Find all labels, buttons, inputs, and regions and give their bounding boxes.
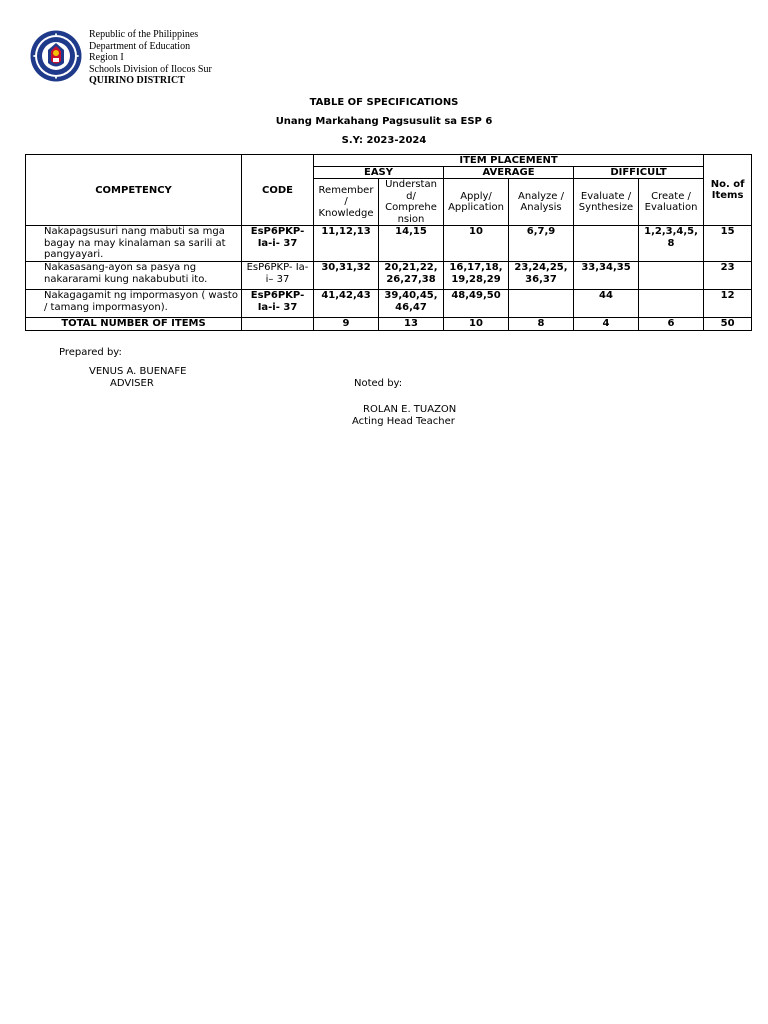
totals-total: 50 xyxy=(704,318,752,331)
document-subtitle: Unang Markahang Pagsusulit sa ESP 6 xyxy=(275,116,493,127)
totals-code xyxy=(242,318,314,331)
code-cell: EsP6PKP- Ia- i– 37 xyxy=(242,262,314,290)
prepared-by-name: VENUS A. BUENAFE xyxy=(89,366,187,377)
letterhead-department: Department of Education xyxy=(89,40,191,52)
header-evaluate: Evaluate / Synthesize xyxy=(574,179,639,226)
header-average: AVERAGE xyxy=(444,167,574,179)
create-cell: 1,2,3,4,5, 8 xyxy=(639,226,704,262)
deped-seal-icon xyxy=(30,30,82,82)
evaluate-cell: 44 xyxy=(574,290,639,318)
remember-cell: 30,31,32 xyxy=(314,262,379,290)
competency-cell: Nakasasang-ayon sa pasya ng nakararami kung nakabubuti ito. xyxy=(26,262,242,290)
apply-cell: 16,17,18, 19,28,29 xyxy=(444,262,509,290)
evaluate-cell xyxy=(574,226,639,262)
competency-cell: Nakagagamit ng impormasyon ( wasto / tamang impormasyon). xyxy=(26,290,242,318)
header-easy: EASY xyxy=(314,167,444,179)
competency-cell: Nakapagsusuri nang mabuti sa mga bagay na may kinalaman sa sarili at pangyayari. xyxy=(26,226,242,262)
create-cell xyxy=(639,262,704,290)
code-cell: EsP6PKP- Ia-i- 37 xyxy=(242,226,314,262)
letterhead-republic: Republic of the Philippines xyxy=(89,29,199,40)
header-competency: COMPETENCY xyxy=(26,155,242,226)
document-title: TABLE OF SPECIFICATIONS xyxy=(309,97,459,108)
header-analyze: Analyze / Analysis xyxy=(509,179,574,226)
totals-understand: 13 xyxy=(379,318,444,331)
letterhead xyxy=(89,29,212,87)
totals-row xyxy=(26,318,752,331)
apply-cell: 48,49,50 xyxy=(444,290,509,318)
understand-cell: 20,21,22, 26,27,38 xyxy=(379,262,444,290)
header-item-placement: ITEM PLACEMENT xyxy=(314,155,704,167)
totals-apply: 10 xyxy=(444,318,509,331)
total-cell: 15 xyxy=(704,226,752,262)
create-cell xyxy=(639,290,704,318)
apply-cell: 10 xyxy=(444,226,509,262)
totals-evaluate: 4 xyxy=(574,318,639,331)
understand-cell: 14,15 xyxy=(379,226,444,262)
code-cell: EsP6PKP- Ia-i- 37 xyxy=(242,290,314,318)
totals-create: 6 xyxy=(639,318,704,331)
evaluate-cell: 33,34,35 xyxy=(574,262,639,290)
table-row xyxy=(26,290,752,318)
header-remember: Remember / Knowledge xyxy=(314,179,379,226)
noted-by-name: ROLAN E. TUAZON xyxy=(363,404,457,415)
analyze-cell: 6,7,9 xyxy=(509,226,574,262)
document-titles xyxy=(0,97,768,154)
noted-by-title: Acting Head Teacher xyxy=(352,416,455,427)
analyze-cell: 23,24,25, 36,37 xyxy=(509,262,574,290)
totals-remember: 9 xyxy=(314,318,379,331)
header-understand: Understan d/ Comprehe nsion xyxy=(379,179,444,226)
totals-analyze: 8 xyxy=(509,318,574,331)
remember-cell: 41,42,43 xyxy=(314,290,379,318)
remember-cell: 11,12,13 xyxy=(314,226,379,262)
header-apply: Apply/ Application xyxy=(444,179,509,226)
header-create: Create / Evaluation xyxy=(639,179,704,226)
total-cell: 23 xyxy=(704,262,752,290)
school-year: S.Y: 2023-2024 xyxy=(341,135,427,146)
letterhead-division: Schools Division of Ilocos Sur xyxy=(89,63,212,75)
prepared-by-label: Prepared by: xyxy=(59,347,122,358)
total-cell: 12 xyxy=(704,290,752,318)
prepared-by-title: ADVISER xyxy=(110,378,154,389)
totals-label: TOTAL NUMBER OF ITEMS xyxy=(26,318,242,331)
header-no-of-items: No. of Items xyxy=(704,155,752,226)
letterhead-district: QUIRINO DISTRICT xyxy=(89,75,185,86)
header-difficult: DIFFICULT xyxy=(574,167,704,179)
table-row xyxy=(26,226,752,262)
letterhead-region: Region I xyxy=(89,52,124,63)
understand-cell: 39,40,45, 46,47 xyxy=(379,290,444,318)
noted-by-label: Noted by: xyxy=(354,378,403,389)
analyze-cell xyxy=(509,290,574,318)
header-code: CODE xyxy=(242,155,314,226)
table-row xyxy=(26,262,752,290)
specifications-table xyxy=(25,154,752,331)
